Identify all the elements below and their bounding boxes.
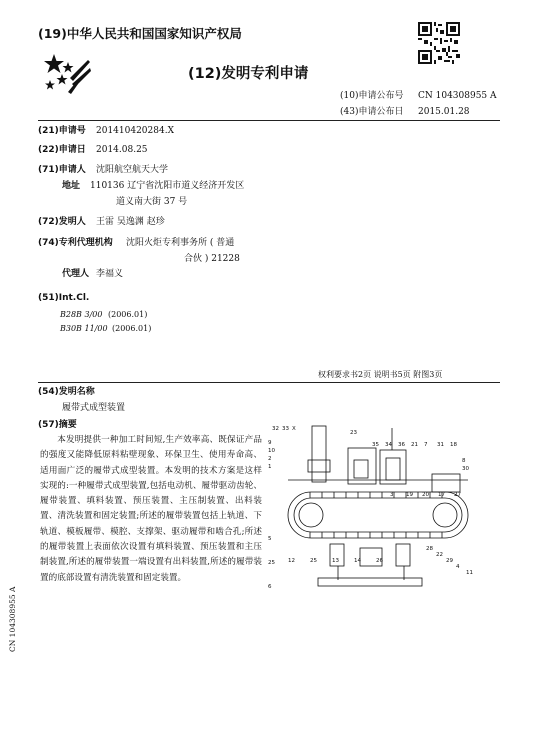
figure-label: 25 (268, 560, 275, 566)
figure-label: 26 (376, 558, 383, 564)
inventors: 王雷 吴逸渊 赵珍 (96, 217, 165, 227)
address-label: 地址 (62, 181, 81, 191)
figure-label: X (292, 426, 296, 432)
divider (38, 120, 500, 121)
agent-label: 代理人 (62, 269, 90, 279)
figure-label: 1 (268, 464, 272, 470)
app-date: 2014.08.25 (96, 145, 148, 155)
figure-label: 20 (422, 492, 429, 498)
figure-label: 3 (390, 492, 394, 498)
pub-date: 2015.01.28 (418, 107, 470, 117)
figure-label: 6 (268, 584, 272, 590)
figure-label: 34 (385, 442, 392, 448)
figure-label: 11 (466, 570, 473, 576)
figure-label: 32 (272, 426, 279, 432)
figure-label: 12 (288, 558, 295, 564)
divider (38, 382, 500, 383)
figure-label: 17 (438, 492, 445, 498)
figure-label: 35 (372, 442, 379, 448)
figure-label: 10 (268, 448, 275, 454)
figure-label: 30 (462, 466, 469, 472)
app-no: 201410420284.X (96, 126, 174, 136)
abstract-text: 本发明提供一种加工时间短,生产效率高、既保证产品的强度又能降低原料粘壁现象、环保卫生、使用寿命高、适用面广泛的履带式成型装置。本发明的技术方案是这样实现的:一种履带式成型装置,包括电动机、履带驱动齿轮、履带装置、填料装置、预压装置、主压制装置、出料装置、清洗装置和固定装置;所述的履带装置包括上轨道、下轨道、模板履带、模腔、支撑架、驱动履带和啮合孔;所述的履带装置上表面依次设置有填料装置、预压装置和主压制装置,所述的履带装置一端设置有出料装置,所述的履带装置的底部设置有清洗装置和固定装置。 (40, 435, 262, 583)
qr-code-icon (418, 22, 460, 64)
agency-line2: 合伙 ) 21228 (184, 254, 240, 264)
inventor-label: (72)发明人 (38, 217, 86, 227)
applicant-label: (71)申请人 (38, 165, 86, 175)
abstract-label: (57)摘要 (38, 420, 77, 430)
figure-label: 23 (350, 430, 357, 436)
abstract-figure (266, 420, 500, 590)
figure-label: 8 (462, 458, 466, 464)
agency-line1: 沈阳火炬专利事务所 ( 普通 (126, 238, 235, 248)
emblem-icon (40, 48, 92, 100)
intcl-label: (51)Int.Cl. (38, 293, 90, 303)
pub-date-label: (43)申请公布日 (340, 107, 404, 117)
figure-label: 27 (454, 492, 461, 498)
figure-label: 13 (332, 558, 339, 564)
figure-label: 18 (450, 442, 457, 448)
agency-label: (74)专利代理机构 (38, 238, 113, 248)
figure-label: 9 (268, 440, 272, 446)
figure-label: 7 (424, 442, 428, 448)
applicant: 沈阳航空航天大学 (96, 165, 169, 175)
side-publication-number: CN 104308955 A (8, 586, 17, 652)
agent: 李福义 (96, 269, 124, 279)
figure-label: 19 (406, 492, 413, 498)
office-name: (19)中华人民共和国国家知识产权局 (38, 26, 242, 41)
app-date-label: (22)申请日 (38, 145, 86, 155)
figure-label: 5 (268, 536, 272, 542)
ipc-code: B28B 3/00 (60, 310, 103, 319)
title-label: (54)发明名称 (38, 387, 95, 397)
ipc-code: B30B 11/00 (60, 324, 108, 333)
figure-label: 21 (411, 442, 418, 448)
figure-label: 33 (282, 426, 289, 432)
figure-label: 4 (456, 564, 460, 570)
pub-no: CN 104308955 A (418, 91, 497, 101)
ipc-version: (2006.01) (108, 310, 148, 319)
figure-label: 29 (446, 558, 453, 564)
page-counts: 权利要求书2页 说明书5页 附图3页 (318, 370, 443, 379)
figure-label: 36 (398, 442, 405, 448)
figure-label: 2 (268, 456, 272, 462)
figure-label: 25 (310, 558, 317, 564)
figure-label: 28 (426, 546, 433, 552)
address-line1: 110136 辽宁省沈阳市道义经济开发区 (90, 181, 245, 191)
figure-label: 31 (437, 442, 444, 448)
ipc-version: (2006.01) (112, 324, 152, 333)
app-no-label: (21)申请号 (38, 126, 86, 136)
address-line2: 道义南大街 37 号 (116, 197, 188, 207)
figure-label: 22 (436, 552, 443, 558)
figure-label: 14 (354, 558, 361, 564)
document-type: (12)发明专利申请 (188, 66, 309, 82)
invention-title: 履带式成型装置 (62, 403, 126, 413)
figure-labels (268, 426, 473, 590)
pub-no-label: (10)申请公布号 (340, 91, 404, 101)
